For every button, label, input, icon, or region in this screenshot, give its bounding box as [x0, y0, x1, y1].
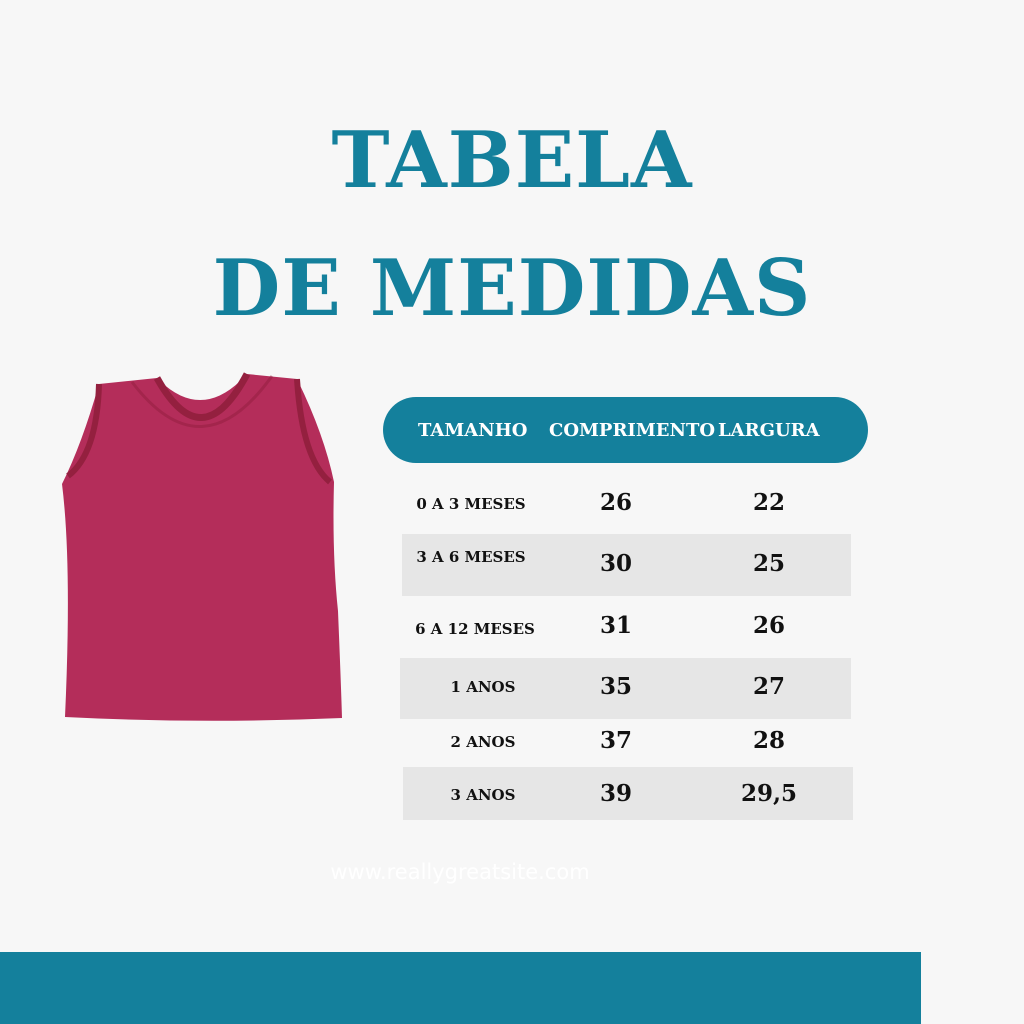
tank-top-icon: [62, 364, 344, 724]
header-comprimento: COMPRIMENTO: [549, 420, 716, 441]
row-largura: 29,5: [740, 780, 798, 807]
row-comprimento: 31: [599, 612, 632, 639]
row-size: 3 A 6 MESES: [416, 548, 526, 566]
row-comprimento: 35: [599, 673, 632, 700]
row-comprimento: 26: [599, 489, 632, 516]
row-size: 2 ANOS: [450, 733, 516, 751]
row-largura: 28: [752, 727, 785, 754]
row-size: 1 ANOS: [450, 678, 516, 696]
row-size: 3 ANOS: [450, 786, 516, 804]
header-tamanho: TAMANHO: [418, 420, 528, 441]
row-comprimento: 30: [599, 550, 632, 577]
row-largura: 22: [752, 489, 785, 516]
header-largura: LARGURA: [718, 420, 820, 441]
row-comprimento: 37: [599, 727, 632, 754]
row-size: 6 A 12 MESES: [415, 620, 535, 638]
title-line-2: DE MEDIDAS: [212, 243, 812, 334]
title-line-1: TABELA: [331, 115, 693, 206]
row-size: 0 A 3 MESES: [416, 495, 526, 513]
row-comprimento: 39: [599, 780, 632, 807]
row-largura: 27: [752, 673, 785, 700]
row-largura: 26: [752, 612, 785, 639]
website-url[interactable]: www.reallygreatsite.com: [330, 860, 590, 884]
row-largura: 25: [752, 550, 785, 577]
footer-bar: [0, 952, 921, 1024]
